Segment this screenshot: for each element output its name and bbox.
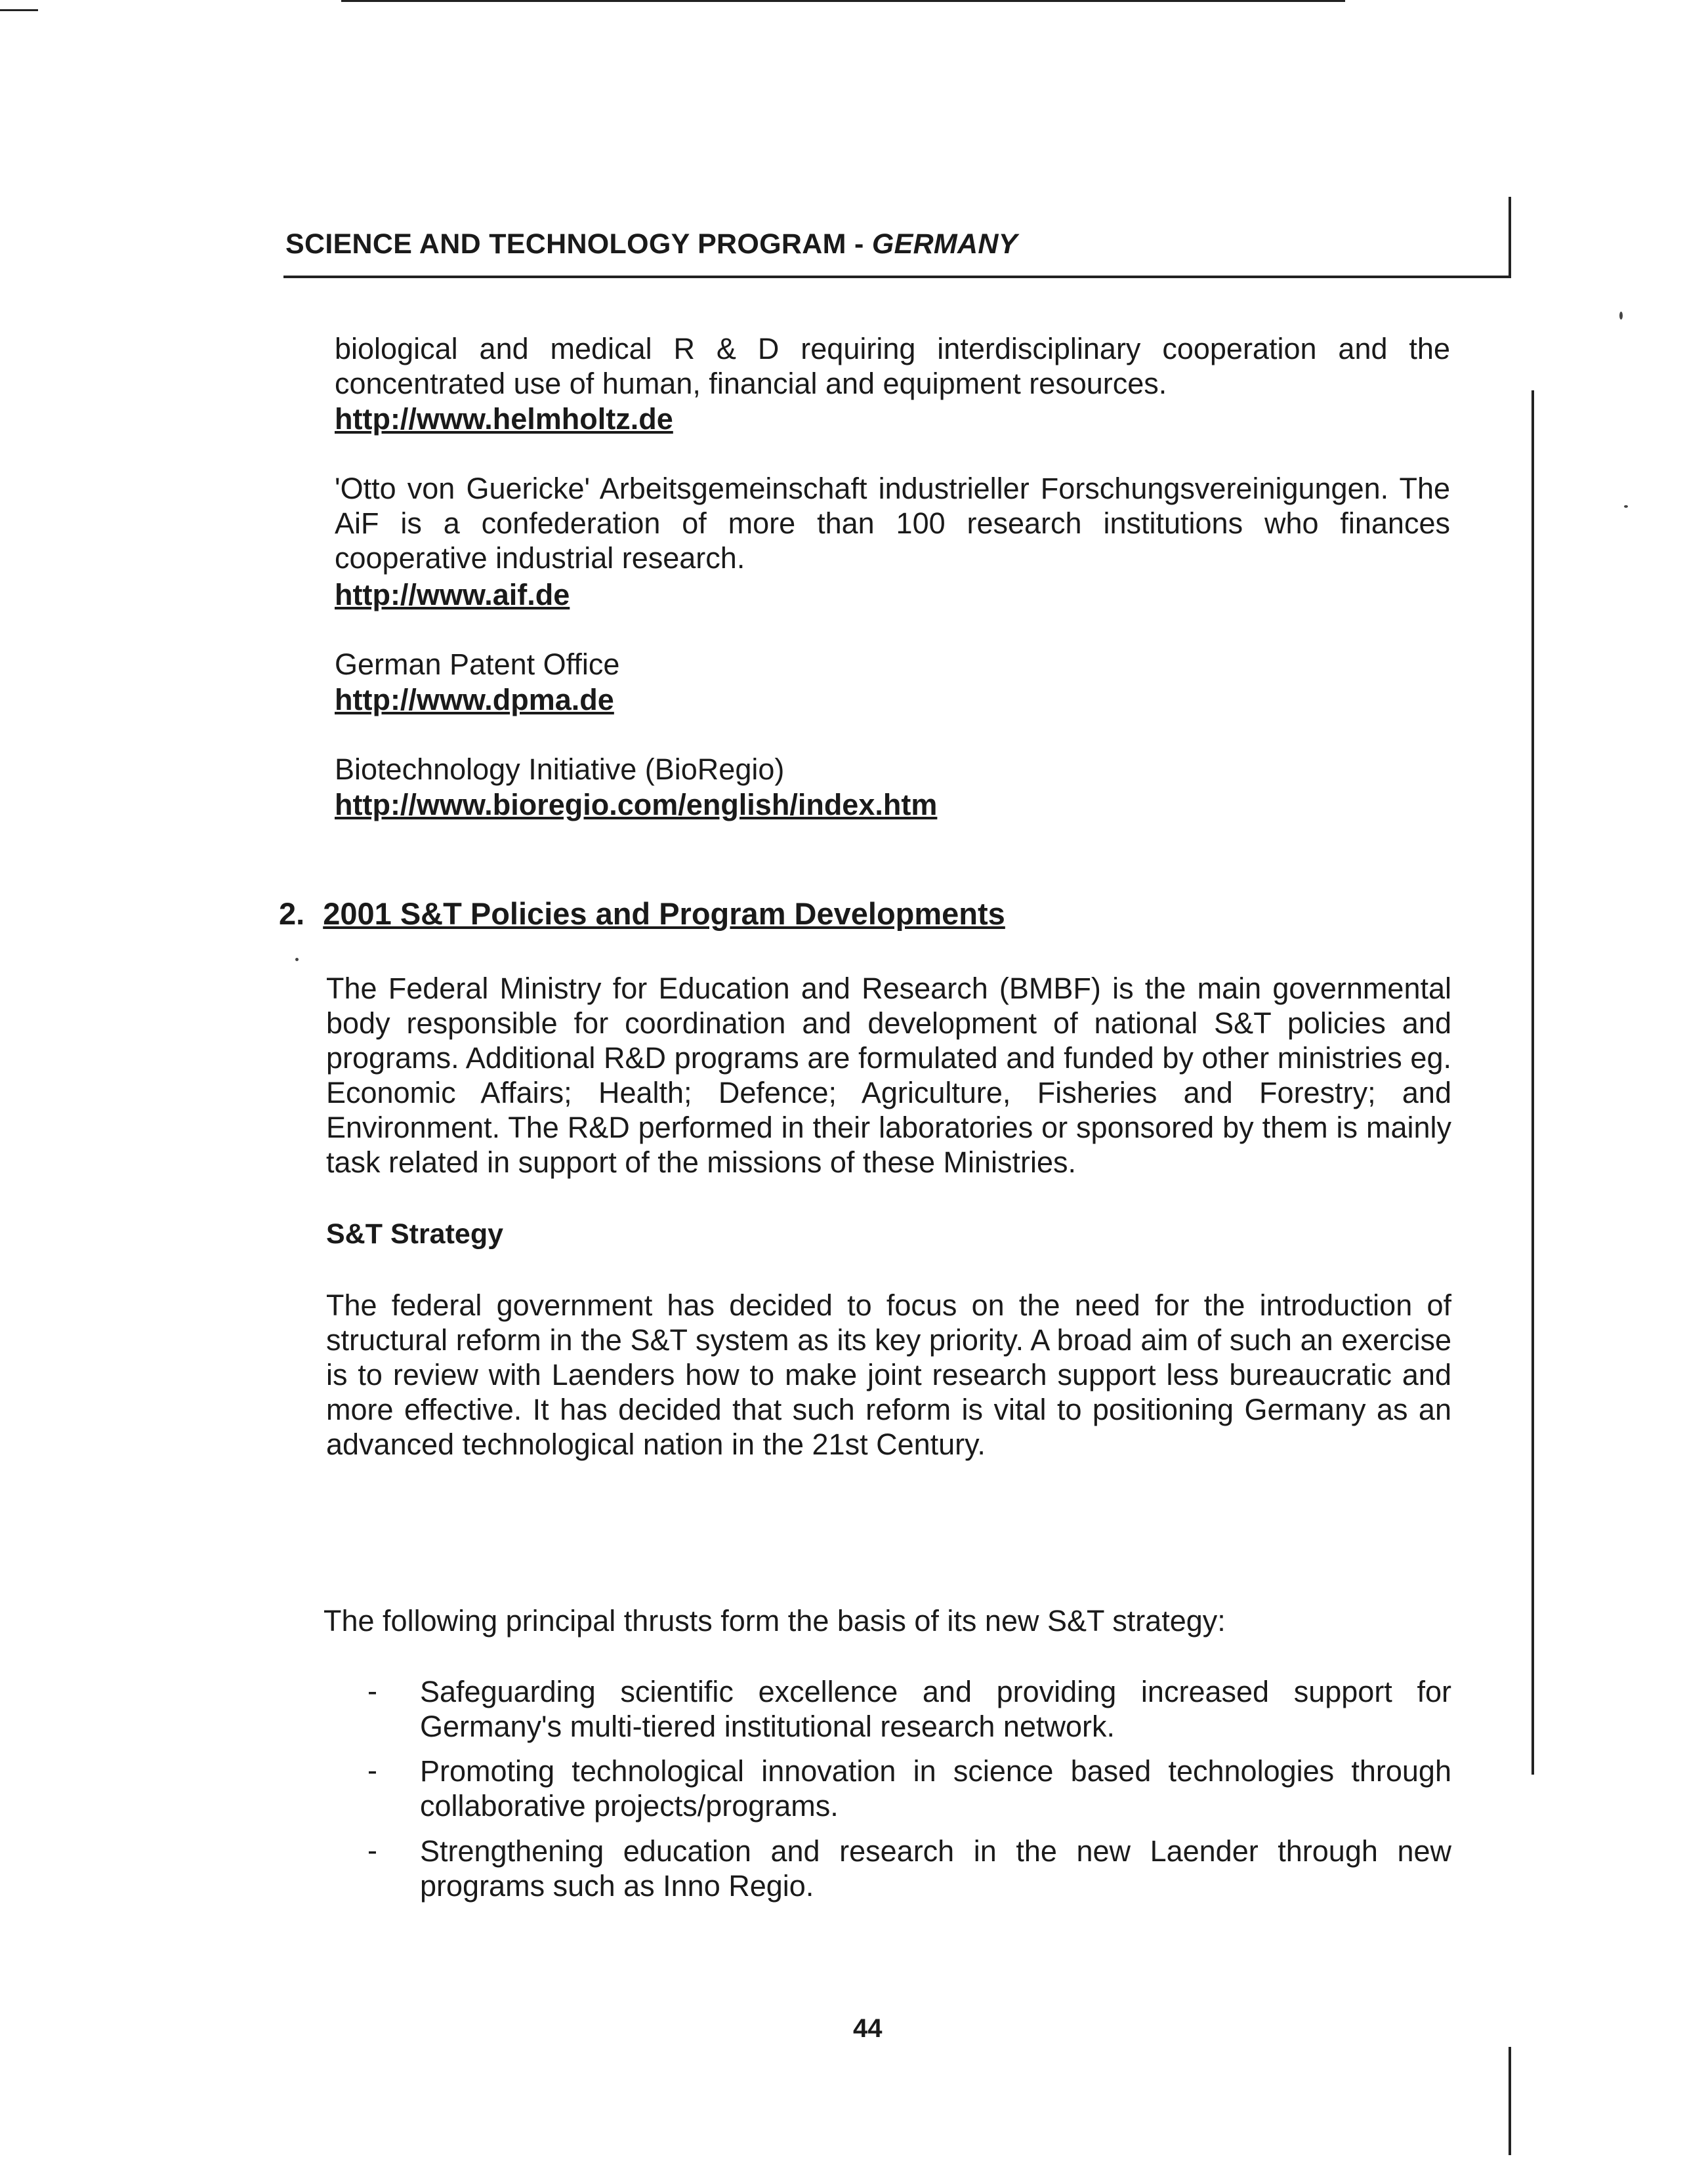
right-margin-bar-lower — [1509, 2047, 1511, 2155]
section-title: 2001 S&T Policies and Program Developments — [323, 896, 1005, 931]
scan-speck — [1619, 312, 1623, 319]
header-title: SCIENCE AND TECHNOLOGY PROGRAM - — [285, 228, 872, 260]
scan-speck — [295, 958, 299, 961]
bullet-marker: - — [367, 1834, 377, 1867]
entry-aif-text: 'Otto von Guericke' Arbeitsgemeinschaft industrieller Forschungsvereinigungen. The AiF is a confederation of more than 100 research institutions who finances cooperative industrial research. — [335, 472, 1450, 575]
bullet-marker: - — [367, 1674, 377, 1708]
entry-helmholtz-link[interactable]: http://www.helmholtz.de — [335, 402, 673, 436]
header-right-border — [1509, 197, 1511, 277]
page-number: 44 — [853, 2014, 883, 2043]
header-country: GERMANY — [871, 228, 1018, 260]
entry-bioregio-link[interactable]: http://www.bioregio.com/english/index.htm — [335, 788, 938, 821]
entry-helmholtz-text: biological and medical R & D requiring interdisciplinary cooperation and the concentrated use of human, financial and equipment resources. — [335, 332, 1450, 400]
bullet-item: Strengthening education and research in the new Laender through new programs such as Inno Regio. — [420, 1834, 1451, 1903]
bullet-item: Safeguarding scientific excellence and providing increased support for Germany's multi-tiered institutional research network. — [420, 1675, 1451, 1743]
section-heading — [279, 896, 1005, 932]
entry-dpma-link[interactable]: http://www.dpma.de — [335, 683, 614, 716]
scan-speck — [1624, 505, 1628, 508]
section-intro-paragraph: The Federal Ministry for Education and Research (BMBF) is the main governmental body responsible for coordination and development of national S&T policies and programs. Additional R&D programs are formulated and funded by other ministries eg. Economic Affairs; Health; Defence; Agriculture, Fisheries and Forestry; and Environment. The R&D performed in their laboratories or sponsored by them is mainly task related in support of the missions of these Ministries. — [326, 972, 1451, 1179]
top-edge-rule — [341, 0, 1345, 2]
thrusts-intro: The following principal thrusts form the basis of its new S&T strategy: — [323, 1604, 1226, 1638]
entry-bioregio-text: Biotechnology Initiative (BioRegio) — [335, 752, 785, 786]
strategy-subheading: S&T Strategy — [326, 1218, 504, 1250]
right-margin-bar — [1531, 390, 1534, 1775]
entry-aif-link[interactable]: http://www.aif.de — [335, 578, 570, 611]
entry-dpma-text: German Patent Office — [335, 648, 620, 681]
document-header — [285, 228, 1018, 260]
strategy-paragraph: The federal government has decided to focus on the need for the introduction of structural reform in the S&T system as its key priority. A broad aim of such an exercise is to review with Laenders how to make joint research support less bureaucratic and more effective. It has decided that such reform is vital to positioning Germany as an advanced technological nation in the 21st Century. — [326, 1288, 1451, 1461]
corner-mark — [0, 9, 38, 11]
section-number: 2. — [279, 896, 305, 931]
bullet-marker: - — [367, 1754, 377, 1787]
header-underline — [283, 276, 1511, 278]
bullet-item: Promoting technological innovation in science based technologies through collaborative projects/programs. — [420, 1754, 1451, 1823]
